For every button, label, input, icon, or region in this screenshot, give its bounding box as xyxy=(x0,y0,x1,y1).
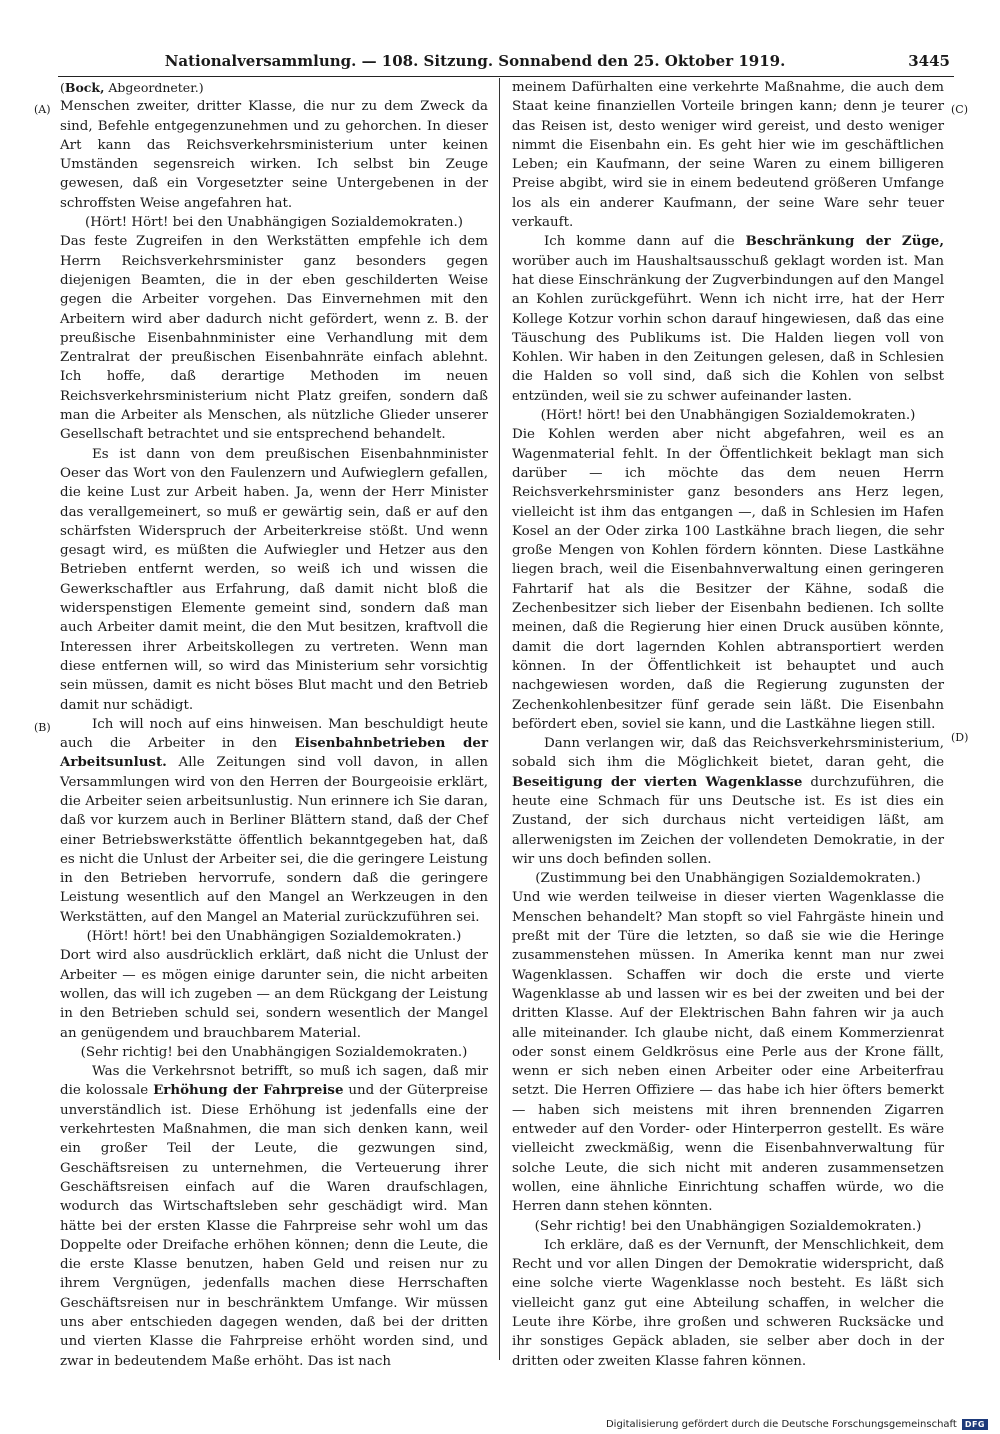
interjection: (Zustimmung bei den Unabhängigen Sozialdemokraten.) xyxy=(535,871,921,887)
paragraph: Die Kohlen werden aber nicht abgefahren, weil es an Wagenmaterial fehlt. In der Öffentlichkeit beklagt man sich darüber — ich möchte das dem neuen Herrn Reichsverkehrsminister ganz besonders ans Herz legen, vielleicht ist ihm das entgangen —, daß in Schlesien im Hafen Kosel an der Oder zirka 100 Lastkähne brach liegen, die sehr große Mengen von Kohlen fördern könnten. Diese Lastkähne liegen brach, weil die Eisenbahnverwaltung einen geringeren Fahrtarif hat als die Besitzer der Kähne, sodaß die Zechenbesitzer sich lieber der Eisenbahn bedienen. Ich sollte meinen, daß die Regierung hier einen Druck ausüben könnte, damit die dort lagernden Kohlen abtransportiert werden können. In der Öffentlichkeit ist behauptet und auch nachgewiesen worden, daß die Regierung zugunsten der Zechenkohlenbesitzer fünf gerade sein läßt. Die Eisenbahn befördert eben, soviel sie kann, und die Lastkähne liegen still. xyxy=(512,427,944,732)
left-column xyxy=(60,78,488,1371)
margin-marker-d: (D) xyxy=(951,731,969,744)
header-rule xyxy=(58,76,954,77)
paragraph: Das feste Zugreifen in den Werkstätten empfehle ich dem Herrn Reichsverkehrsminister ganz besonders gegen diejenigen Beamten, die in der eben geschilderten Weise gegen die Arbeiter vorgehen. Das Einvernehmen mit den Arbeitern wird aber dadurch nicht gefördert, wenn z. B. der preußische Eisenbahnminister eine Verhandlung mit dem Zentralrat der preußischen Eisenbahnräte einfach ablehnt. Ich hoffe, daß derartige Methoden im neuen Reichsverkehrsministerium nicht Platz greifen, sondern daß man die Arbeiter als Menschen, als nützliche Glieder unserer Gesellschaft betrachtet und sie entsprechend behandelt. xyxy=(60,234,488,443)
emphasis: Beseitigung der vierten Wagenklasse xyxy=(512,773,803,790)
margin-marker-a: (A) xyxy=(34,103,51,116)
page-number: 3445 xyxy=(908,52,950,70)
digitization-credit xyxy=(606,1419,988,1430)
paragraph: Und wie werden teilweise in dieser vierten Wagenklasse die Menschen behandelt? Man stopft so viel Fahrgäste hinein und preßt mit der Türe die letzten, so daß sie wie die Heringe zusammenstehen müssen. In Amerika kennt man nur zwei Wagenklassen. Schaffen wir doch die erste und vierte Wagenklasse ab und lassen wir es bei der zweiten und bei der dritten Klasse. Auf der Elektrischen Bahn fahren wir ja auch alle miteinander. Ich glaube nicht, daß einem Kommerzienrat oder sonst einem Geldkrösus eine Perle aus der Krone fällt, wenn er sich neben einen Arbeiter oder eine Arbeiterfrau setzt. Die Herren Offiziere — das habe ich hier öfters bemerkt — haben sich meistens mit ihren brennenden Zigarren entweder auf den Vorder- oder Hinterperron gestellt. Es wäre vielleicht zweckmäßig, wenn die Eisenbahnverwaltung für solche Leute, die sich nicht mit anderen zusammensetzen wollen, eine ähnliche Einrichtung schaffen würde, wo die Herren dann stehen könnten. xyxy=(512,890,944,1215)
margin-marker-c: (C) xyxy=(951,103,968,116)
credit-text: Digitalisierung gefördert durch die Deutsche Forschungsgemeinschaft xyxy=(605,1419,957,1430)
paragraph: Was die Verkehrsnot betrifft, so muß ich sagen, daß mir die kolossale Erhöhung der Fahrpreise und der Güterpreise unverständlich ist. Diese Erhöhung ist jedenfalls eine der verkehrtesten Maßnahmen, die man sich denken kann, weil ein großer Teil der Leute, die gezwungen sind, Geschäftsreisen zu unternehmen, die Verteuerung ihrer Geschäftsreisen einfach auf die Waren draufschlagen, wodurch das Wirtschaftsleben sehr geschädigt wird. Man hätte bei der ersten Klasse die Fahrpreise sehr wohl um das Doppelte oder Dreifache erhöhen können; denn die Leute, die die erste Klasse benutzen, haben Geld und reisen nur zu ihrem Vergnügen, jedenfalls machen diese Herrschaften Geschäftsreisen nur in beschränktem Umfange. Wir müssen uns aber entschieden dagegen wenden, daß bei der dritten und vierten Klasse die Fahrpreise erhöht worden sind, und zwar in bedeutendem Maße erhöht. Das ist nach xyxy=(60,1064,488,1369)
paragraph: Dann verlangen wir, daß das Reichsverkehrsministerium, sobald sich ihm die Möglichkeit bietet, daran geht, die Beseitigung der vierten Wagenklasse durchzuführen, die heute eine Schmach für uns Deutsche ist. Es ist dies ein Zustand, der sich durchaus nicht verteidigen läßt, am allerwenigsten im Zeichen der vollendeten Demokratie, in der wir uns doch befinden sollen. xyxy=(512,736,944,867)
interjection: (Sehr richtig! bei den Unabhängigen Sozialdemokraten.) xyxy=(534,1218,922,1234)
emphasis: Beschränkung der Züge, xyxy=(745,233,944,250)
paragraph: Ich erkläre, daß es der Vernunft, der Menschlichkeit, dem Recht und vor allen Dingen der Demokratie widerspricht, daß eine solche vierte Wagenklasse noch besteht. Es läßt sich vielleicht ganz gut eine Abteilung schaffen, in welcher die Leute ihre Körbe, ihre großen und schweren Rucksäcke und ihr sonstiges Gepäck abladen, sie selber aber doch in der dritten oder zweiten Klasse fahren können. xyxy=(512,1237,944,1369)
dfg-logo-icon: DFG xyxy=(962,1419,988,1430)
running-title: Nationalversammlung. — 108. Sitzung. Sonnabend den 25. Oktober 1919. xyxy=(164,52,786,70)
right-column xyxy=(512,78,944,1371)
emphasis: Erhöhung der Fahrpreise xyxy=(153,1082,344,1099)
speaker-attribution: (Bock, Abgeordneter.) xyxy=(60,80,204,95)
interjection: (Hört! hört! bei den Unabhängigen Sozialdemokraten.) xyxy=(540,408,916,424)
emphasis: Eisenbahnbetrieben der Arbeitsunlust. xyxy=(60,735,488,771)
paragraph: Ich komme dann auf die Beschränkung der Züge, worüber auch im Haushaltsausschuß geklagt worden ist. Man hat diese Einschränkung der Zugverbindungen auf den Mangel an Kohlen zurückgeführt. Wenn ich nicht irre, hat der Herr Kollege Kotzur vorhin schon darauf hingewiesen, daß das eine Täuschung des Publikums ist. Die Halden liegen voll von Kohlen. Wir haben in den Zeitungen gelesen, daß in Schlesien die Halden so voll sind, daß sich die Kohlen von selbst entzünden, weil sie zu schwer aufeinander lasten. xyxy=(512,233,944,404)
margin-marker-b: (B) xyxy=(34,721,51,734)
paragraph: Dort wird also ausdrücklich erklärt, daß nicht die Unlust der Arbeiter — es mögen einige darunter sein, die nicht arbeiten wollen, das will ich zugeben — an dem Rückgang der Leistung in den Betrieben schuld sei, sondern wesentlich der Mangel an genügendem und brauchbarem Material. xyxy=(60,948,488,1041)
interjection: (Hört! Hört! bei den Unabhängigen Sozialdemokraten.) xyxy=(85,215,463,231)
paragraph: Es ist dann von dem preußischen Eisenbahnminister Oeser das Wort von den Faulenzern und Aufwieglern gefallen, die keine Lust zur Arbeit haben. Ja, wenn der Herr Minister das verallgemeinert, so muß er gewärtig sein, daß er auf den schärfsten Widerspruch der Arbeiterkreise stößt. Und wenn gesagt wird, es müßten die Aufwiegler und Hetzer aus den Betrieben entfernt werden, so weiß ich und wissen die Gewerkschaftler aus Erfahrung, daß damit nicht bloß die widerspenstigen Elemente gemeint sind, sondern daß man auch Arbeiter damit meint, die den Mut besitzen, kraftvoll die Interessen ihrer Arbeitskollegen zu vertreten. Wenn man diese entfernen will, so wird das Ministerium sehr vorsichtig sein müssen, damit es nicht böses Blut macht und den Betrieb damit nur schädigt. xyxy=(60,446,488,713)
speaker-role: Abgeordneter.) xyxy=(104,80,204,95)
paragraph: Ich will noch auf eins hinweisen. Man beschuldigt heute auch die Arbeiter in den Eisenbahnbetrieben der Arbeitsunlust. Alle Zeitungen sind voll davon, in allen Versammlungen wird von den Herren der Bourgeoisie erklärt, die Arbeiter seien arbeitsunlustig. Nun erinnere ich Sie daran, daß vor kurzem auch in Berliner Blättern stand, daß der Chef einer Betriebswerkstätte öffentlich bekanntgegeben hat, daß es nicht die Unlust der Arbeiter sei, die die geringere Leistung in den Betrieben hervorrufe, sondern daß die geringere Leistung wesentlich auf den Mangel an Werkzeugen in den Werkstätten, auf den Mangel an Material zurückzuführen sei. xyxy=(60,716,488,925)
paragraph: meinem Dafürhalten eine verkehrte Maßnahme, die auch dem Staat keine finanziellen Vorteile bringen kann; denn je teurer das Reisen ist, desto weniger wird gereist, und desto weniger nimmt die Eisenbahn ein. Es geht hier wie im geschäftlichen Leben; ein Kaufmann, der seine Waren zu einem billigeren Preise abgibt, wird sie in einem bedeutend größeren Umfange los als ein anderer Kaufmann, der seine Ware sehr teuer verkauft. xyxy=(512,80,944,231)
interjection: (Hört! hört! bei den Unabhängigen Sozialdemokraten.) xyxy=(86,929,462,945)
column-divider xyxy=(499,78,500,1360)
interjection: (Sehr richtig! bei den Unabhängigen Sozialdemokraten.) xyxy=(80,1044,468,1060)
paragraph: Menschen zweiter, dritter Klasse, die nur zu dem Zweck da sind, Befehle entgegenzunehmen und zu gehorchen. In dieser Art kann das Reichsverkehrsministerium unter keinen Umständen segensreich wirken. Ich selbst bin Zeuge gewesen, daß ein Vorgesetzter seine Untergebenen in der schroffsten Weise angefahren hat. xyxy=(60,99,488,211)
speaker-name: Bock, xyxy=(64,80,105,95)
